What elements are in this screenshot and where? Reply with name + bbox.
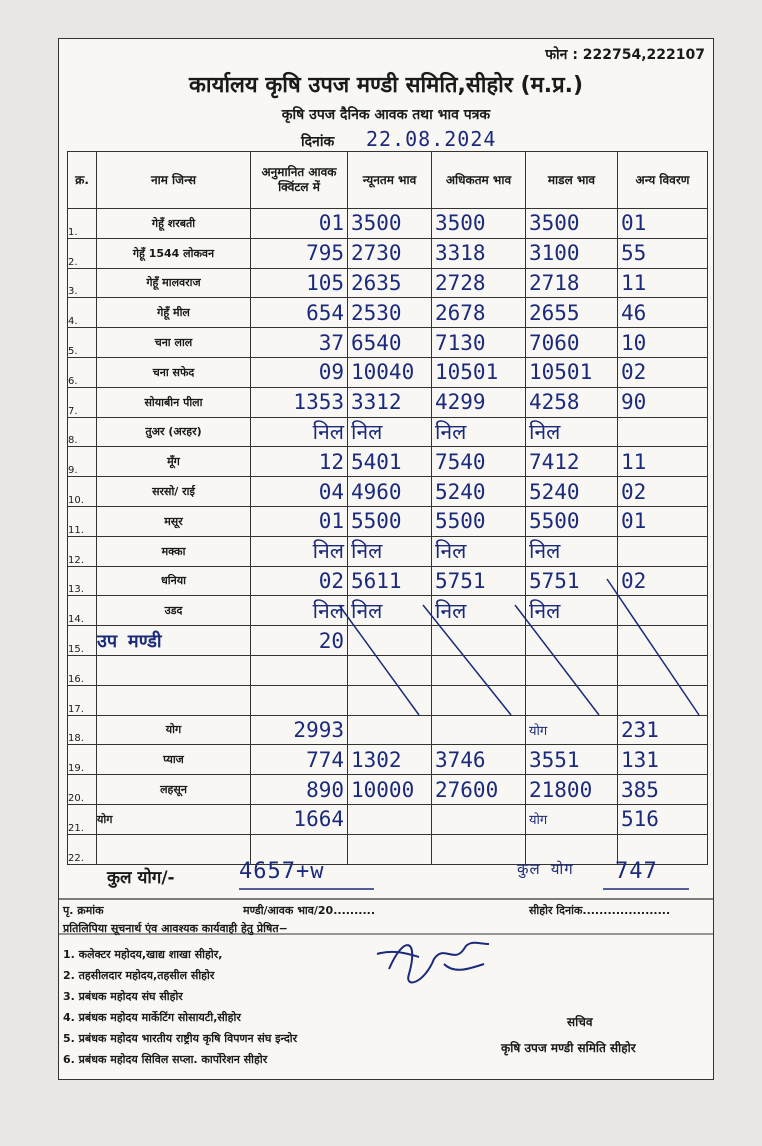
row-sn: 11. [68,506,97,536]
max-price: 7540 [432,447,526,477]
max-price: 5500 [432,506,526,536]
model-price: 2655 [526,298,618,328]
commodity-name: सरसो/ राई [97,477,251,507]
phone-numbers: फोन : 222754,222107 [545,47,705,63]
model-price: 5240 [526,477,618,507]
min-price: निल [348,596,432,626]
model-price: 21800 [526,775,618,805]
commodity-name: चना लाल [97,328,251,358]
row-sn: 10. [68,477,97,507]
other-detail: 131 [618,745,708,775]
commodity-name: उप मण्डी [97,626,251,656]
commodity-name: गेहूँ मील [97,298,251,328]
commodity-name: उडद [97,596,251,626]
date-label: दिनांक [301,134,335,150]
arrival-qty: निल [251,536,348,566]
ref-number-label: पृ. क्रमांक [63,904,104,917]
max-price: 5240 [432,477,526,507]
total-model-label: कुल योग [517,860,574,878]
model-price: 3100 [526,238,618,268]
model-price: 3500 [526,209,618,239]
row-sn: 7. [68,387,97,417]
model-price: योग [526,804,618,834]
col-sn: क्र. [68,152,97,209]
commodity-name: योग [97,804,251,834]
min-price: 5401 [348,447,432,477]
recipient-item: 5. प्रबंधक महोदय भारतीय राष्ट्रीय कृषि विपणन संघ इन्दोर [63,1032,298,1045]
commodity-name: सोयाबीन पीला [97,387,251,417]
arrival-qty: 02 [251,566,348,596]
other-detail: 385 [618,775,708,805]
col-min-price: न्यूनतम भाव [348,152,432,209]
row-sn: 5. [68,328,97,358]
commodity-name: योग [97,715,251,745]
arrival-qty: 37 [251,328,348,358]
other-detail: 11 [618,268,708,298]
other-detail: 46 [618,298,708,328]
model-price: निल [526,536,618,566]
row-sn: 20. [68,775,97,805]
max-price: 2728 [432,268,526,298]
commodity-name: प्याज [97,745,251,775]
row-sn: 6. [68,357,97,387]
recipient-item: 6. प्रबंधक महोदय सिविल सप्ला. कार्पोरेशन सीहोर [63,1053,268,1066]
max-price: 2678 [432,298,526,328]
other-detail: 11 [618,447,708,477]
commodity-name: चना सफेद [97,357,251,387]
other-detail: 02 [618,566,708,596]
total-other: 747 [615,859,658,884]
other-detail: 01 [618,506,708,536]
row-sn: 12. [68,536,97,566]
recipient-item: 1. कलेक्टर महोदय,खाद्य शाखा सीहोर, [63,948,223,961]
min-price: 2530 [348,298,432,328]
min-price: 1302 [348,745,432,775]
model-price: निल [526,417,618,447]
min-price: 6540 [348,328,432,358]
row-sn: 18. [68,715,97,745]
arrival-qty: 890 [251,775,348,805]
arrival-qty: 654 [251,298,348,328]
total-arrival: 4657+w [239,859,325,884]
other-detail: 55 [618,238,708,268]
arrival-qty: निल [251,596,348,626]
date-value: 22.08.2024 [366,127,497,151]
arrival-qty: 12 [251,447,348,477]
commodity-name: मूँग [97,447,251,477]
other-detail: 516 [618,804,708,834]
model-price: 10501 [526,357,618,387]
row-sn: 14. [68,596,97,626]
row-sn: 9. [68,447,97,477]
arrival-qty: 795 [251,238,348,268]
col-commodity: नाम जिन्स [97,152,251,209]
committee-label: कृषि उपज मण्डी समिति सीहोर [501,1041,636,1055]
max-price: निल [432,536,526,566]
mandi-line: मण्डी/आवक भाव/20.......... [243,904,375,917]
model-price: 7060 [526,328,618,358]
min-price: 3312 [348,387,432,417]
arrival-qty: 2993 [251,715,348,745]
other-detail: 10 [618,328,708,358]
office-title: कार्यालय कृषि उपज मण्डी समिति,सीहोर (म.प्र.) [188,73,584,98]
arrival-qty: 20 [251,626,348,656]
arrival-qty: निल [251,417,348,447]
row-sn: 4. [68,298,97,328]
max-price: 4299 [432,387,526,417]
model-price: 5500 [526,506,618,536]
max-price: 10501 [432,357,526,387]
row-sn: 3. [68,268,97,298]
arrival-qty: 09 [251,357,348,387]
rate-sheet [58,38,714,1080]
signature [377,943,489,983]
other-detail: 231 [618,715,708,745]
other-detail: 02 [618,357,708,387]
max-price: 27600 [432,775,526,805]
row-sn: 8. [68,417,97,447]
min-price: 3500 [348,209,432,239]
model-price: 4258 [526,387,618,417]
model-price: योग [526,715,618,745]
row-sn: 13. [68,566,97,596]
secretary-label: सचिव [567,1015,593,1029]
row-sn: 1. [68,209,97,239]
max-price: 3500 [432,209,526,239]
model-price: 7412 [526,447,618,477]
commodity-name: धनिया [97,566,251,596]
col-model-price: माडल भाव [526,152,618,209]
sheet-subtitle: कृषि उपज दैनिक आवक तथा भाव पत्रक [281,107,491,123]
model-price: 2718 [526,268,618,298]
commodity-name: गेहूँ शरबती [97,209,251,239]
recipient-item: 4. प्रबंधक महोदय मार्केटिंग सोसायटी,सीहोर [63,1011,241,1024]
copy-line: प्रतिलिपिया सूचनार्थ एंव आवश्यक कार्यवाही हेतु प्रेषित− [63,922,288,935]
model-price: 3551 [526,745,618,775]
max-price: निल [432,596,526,626]
arrival-qty: 1664 [251,804,348,834]
total-label: कुल योग/- [107,868,175,888]
min-price: 10040 [348,357,432,387]
sehore-date: सीहोर दिनांक..................... [529,904,671,917]
other-detail: 90 [618,387,708,417]
model-price: 5751 [526,566,618,596]
row-sn: 21. [68,804,97,834]
row-sn: 17. [68,685,97,715]
min-price: 10000 [348,775,432,805]
row-sn: 19. [68,745,97,775]
commodity-name: लहसून [97,775,251,805]
min-price: 5611 [348,566,432,596]
commodity-name: गेहूँ 1544 लोकवन [97,238,251,268]
arrival-qty: 01 [251,506,348,536]
row-sn: 2. [68,238,97,268]
model-price: निल [526,596,618,626]
arrival-qty: 1353 [251,387,348,417]
max-price: निल [432,417,526,447]
min-price: 2730 [348,238,432,268]
row-sn: 16. [68,655,97,685]
commodity-name: मसूर [97,506,251,536]
row-sn: 22. [68,834,97,864]
min-price: निल [348,417,432,447]
arrival-qty: 01 [251,209,348,239]
commodity-name: तुअर (अरहर) [97,417,251,447]
min-price: 5500 [348,506,432,536]
max-price: 3318 [432,238,526,268]
col-other: अन्य विवरण [618,152,708,209]
col-max-price: अधिकतम भाव [432,152,526,209]
other-detail: 02 [618,477,708,507]
min-price: 4960 [348,477,432,507]
recipient-item: 3. प्रबंधक महोदय संघ सीहोर [63,990,183,1003]
arrival-qty: 774 [251,745,348,775]
row-sn: 15. [68,626,97,656]
max-price: 5751 [432,566,526,596]
max-price: 3746 [432,745,526,775]
recipient-item: 2. तहसीलदार महोदय,तहसील सीहोर [63,969,215,982]
min-price: निल [348,536,432,566]
arrival-qty: 04 [251,477,348,507]
arrival-qty: 105 [251,268,348,298]
other-detail: 01 [618,209,708,239]
commodity-name: गेहूँ मालवराज [97,268,251,298]
commodity-name: मक्का [97,536,251,566]
min-price: 2635 [348,268,432,298]
max-price: 7130 [432,328,526,358]
col-arrival: अनुमानित आवक क्विंटल में [251,152,348,209]
